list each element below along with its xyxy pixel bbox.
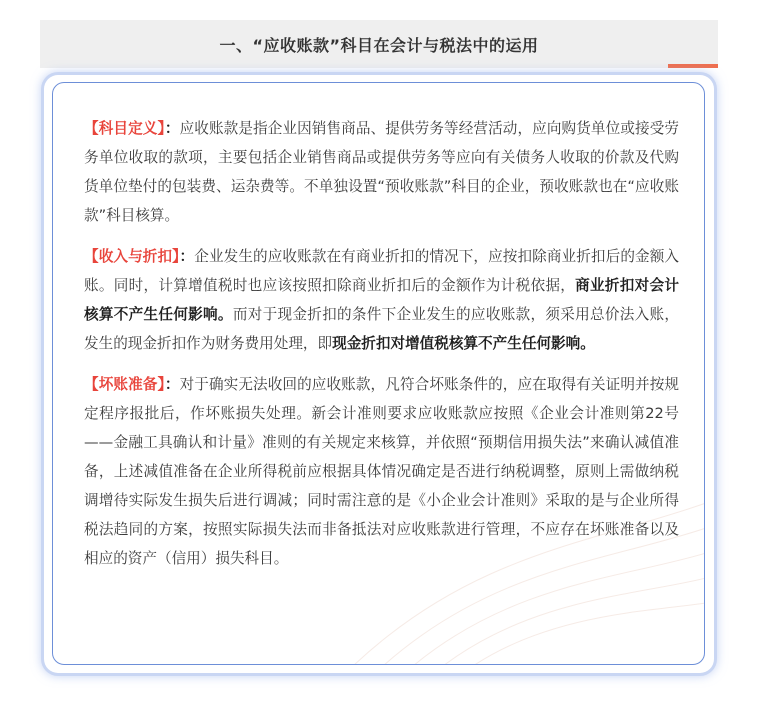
tag-bad-debt: 【坏账准备】 (84, 376, 165, 393)
tag-discount: 【收入与折扣】 (84, 248, 180, 265)
bad-debt-text: 对于确实无法收回的应收账款，凡符合坏账条件的，应在取得有关证明并按规定程序报批后，作坏账损失处理。新会计准则要求应收账款应按照《企业会计准则第22号——金融工具确认和计量》准则的有关规定来核算，并依照“预期信用损失法”来确认减值准备，上述减值准备在企业所得税前应根据具体情况确定是否进行纳税调整，原则上需做纳税调增待实际发生损失后进行调减；同时需注意的是《小企业会计准则》采取的是与企业所得税法趋同的方案，按照实际损失法而非备抵法对应收账款进行管理，不应存在坏账准备以及相应的资产（信用）损失科目。 (84, 376, 679, 567)
section-title: 一、“应收账款”科目在会计与税法中的运用 (219, 35, 539, 55)
discount-bold-2: 现金折扣对增值税核算不产生任何影响。 (332, 335, 595, 352)
header-accent-line (668, 64, 718, 68)
content-card (52, 82, 705, 665)
tag-colon: ： (164, 120, 180, 137)
discount-text-2: 而对于现金折扣的条件下企业发生的应收账款，须采用总价法入账，发生的现金折扣作为财务费用处理，即 (84, 306, 679, 352)
discount-text-1: 企业发生的应收账款在有商业折扣的情况下，应按扣除商业折扣后的金额入账。同时，计算增值税时也应该按照扣除商业折扣后的金额作为计税依据， (84, 248, 679, 294)
section-header (40, 20, 718, 68)
paragraph-discount (84, 242, 679, 358)
tag-definition: 【科目定义】 (84, 120, 165, 137)
article-body (84, 114, 679, 585)
tag-colon: ： (164, 376, 180, 393)
definition-text: 应收账款是指企业因销售商品、提供劳务等经营活动，应向购货单位或接受劳务单位收取的款项，主要包括企业销售商品或提供劳务等应向有关债务人收取的价款及代购货单位垫付的包装费、运杂费等。不单独设置“预收账款”科目的企业，预收账款也在“应收账款”科目核算。 (84, 120, 679, 224)
paragraph-bad-debt (84, 370, 679, 573)
tag-colon: ： (179, 248, 195, 265)
discount-bold-1: 商业折扣对会计核算不产生任何影响。 (84, 277, 679, 323)
paragraph-definition (84, 114, 679, 230)
